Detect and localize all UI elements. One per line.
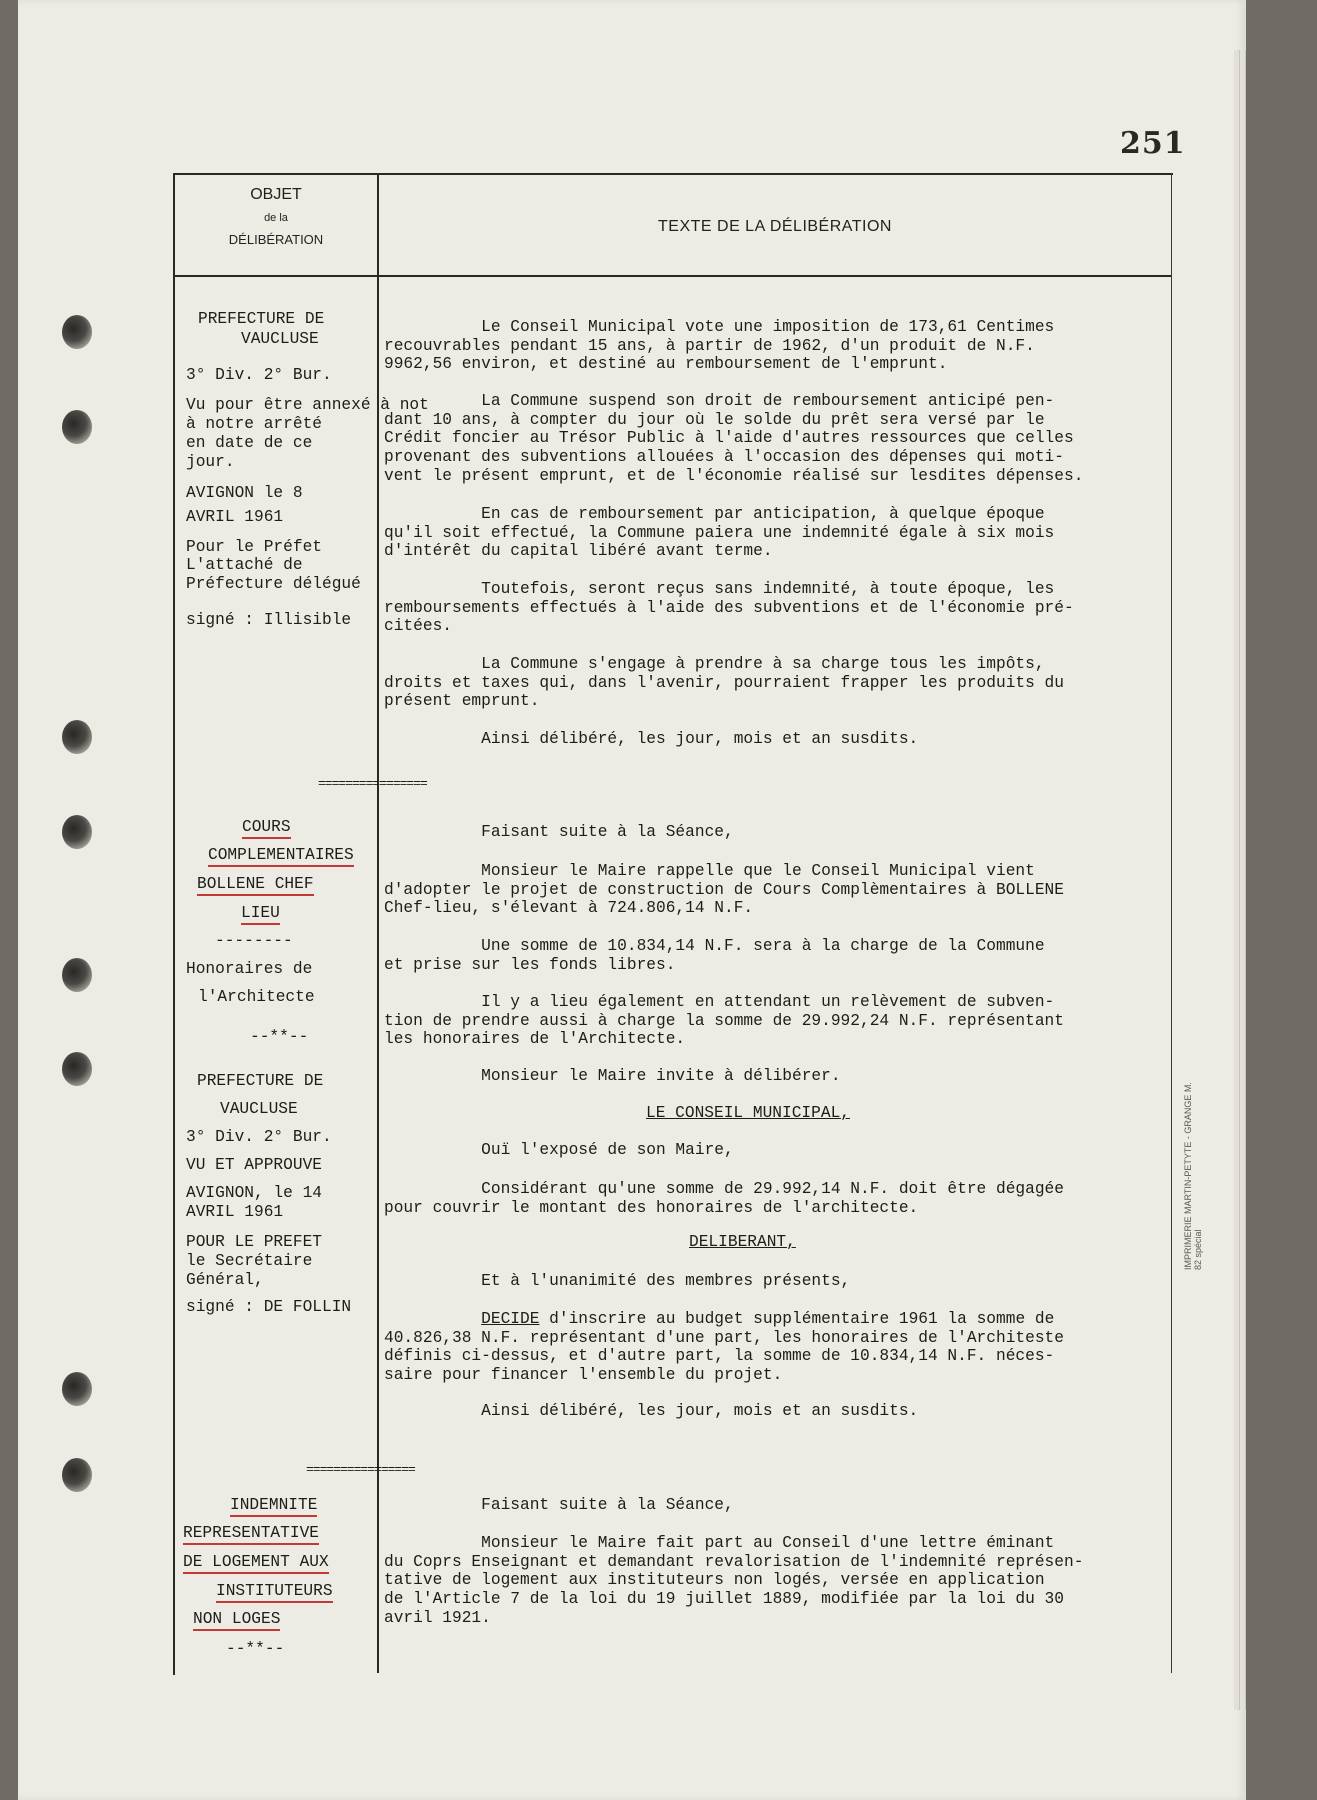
paragraph: En cas de remboursement par anticipation, à quelque époque qu'il soit effectué, la Commune paiera une indemnité égale à six mois d'intérêt du capital libéré avant terme.: [384, 505, 1055, 561]
left-text: [183, 1524, 319, 1543]
left-text: jour.: [186, 453, 235, 471]
binder-hole: [62, 815, 92, 849]
left-text: le Secrétaire: [186, 1252, 313, 1270]
paragraph: La Commune s'engage à prendre à sa charge tous les impôts, droits et taxes qui, dans l'avenir, pourraient frapper les produits du présent emprunt.: [384, 655, 1064, 711]
paragraph: Toutefois, seront reçus sans indemnité, à toute époque, les remboursements effectués à l'aide des subventions et de l'économie pré- citées.: [384, 580, 1074, 636]
left-title: COURS: [242, 818, 291, 839]
binder-hole: [62, 958, 92, 992]
paragraph: Une somme de 10.834,14 N.F. sera à la charge de la Commune et prise sur les fonds libres.: [384, 937, 1045, 974]
paragraph: Ouï l'exposé de son Maire,: [384, 1141, 734, 1159]
left-text: [242, 818, 291, 837]
left-text: [216, 1582, 333, 1601]
left-text: [241, 904, 280, 923]
left-text: 3° Div. 2° Bur.: [186, 1128, 332, 1146]
decide-word: DECIDE: [481, 1310, 540, 1328]
left-text: AVIGNON le 8: [186, 484, 303, 502]
left-text: --**--: [226, 1640, 285, 1658]
left-text: signé : DE FOLLIN: [186, 1298, 352, 1316]
left-text: --------: [215, 932, 293, 950]
paragraph: Ainsi délibéré, les jour, mois et an susdits.: [384, 1402, 919, 1420]
left-text: [208, 846, 354, 865]
left-text: AVRIL 1961: [186, 1203, 284, 1221]
binder-hole: [62, 720, 92, 754]
left-text: Pour le Préfet: [186, 538, 322, 556]
left-title: BOLLENE CHEF: [197, 875, 314, 896]
left-text: VAUCLUSE: [220, 1100, 298, 1118]
left-text: AVRIL 1961: [186, 508, 284, 526]
left-text: Préfecture délégué: [186, 575, 361, 593]
left-title: DE LOGEMENT AUX: [183, 1553, 329, 1574]
left-text: --**--: [250, 1028, 309, 1046]
left-title: INSTITUTEURS: [216, 1582, 333, 1603]
paragraph: Et à l'unanimité des membres présents,: [384, 1272, 851, 1290]
left-text: Général,: [186, 1271, 264, 1289]
left-text: [197, 875, 314, 894]
paragraph: Faisant suite à la Séance,: [384, 823, 734, 841]
left-text: l'Architecte: [198, 988, 315, 1006]
paragraph: Ainsi délibéré, les jour, mois et an susdits.: [384, 730, 919, 748]
left-text: à notre arrêté: [186, 415, 322, 433]
heading-deliberant: DELIBERANT,: [689, 1233, 796, 1251]
paragraph-rest: d'inscrire au budget supplémentaire 1961 la somme de 40.826,38 N.F. représentant d'une part, les honoraires de l'Architeste définis ci-dessus, et d'autre part, la somme de 10.834,14 N.F. néces- saire pour financer l'ensemble du projet.: [384, 1310, 1064, 1385]
left-title: INDEMNITE: [230, 1496, 317, 1517]
header-objet: [175, 186, 377, 247]
paragraph: Le Conseil Municipal vote une imposition de 173,61 Centimes recouvrables pendant 15 ans, à partir de 1962, d'un produit de N.F. 9962,56 environ, et destiné au remboursement de l'emprunt.: [384, 318, 1055, 374]
left-text: VU ET APPROUVE: [186, 1156, 322, 1174]
left-text: L'attaché de: [186, 556, 303, 574]
header-divider: [175, 275, 1171, 277]
paragraph: Il y a lieu également en attendant un relèvement de subven- tion de prendre aussi à charge la somme de 29.992,24 N.F. représentant les honoraires de l'Architecte.: [384, 993, 1064, 1049]
printer-note: IMPRIMERIE MARTIN-PETYTE - GRANGE M. 82 spécial: [1183, 1082, 1203, 1270]
header-objet-line: de la: [264, 212, 288, 224]
binder-hole: [62, 1052, 92, 1086]
paragraph: Monsieur le Maire invite à délibérer.: [384, 1067, 841, 1085]
left-title: REPRESENTATIVE: [183, 1524, 319, 1545]
binder-hole: [62, 1458, 92, 1492]
page-number: 251: [1120, 126, 1186, 161]
left-text: POUR LE PREFET: [186, 1233, 322, 1251]
left-text: [230, 1496, 317, 1515]
separator: ================: [306, 1462, 415, 1477]
left-text: VAUCLUSE: [241, 330, 319, 348]
paragraph: Monsieur le Maire rappelle que le Conseil Municipal vient d'adopter le projet de construction de Cours Complèmentaires à BOLLENE Chef-lieu, s'élevant à 724.806,14 N.F.: [384, 862, 1064, 918]
left-text: PREFECTURE DE: [198, 310, 325, 328]
heading-conseil: LE CONSEIL MUNICIPAL,: [646, 1104, 850, 1122]
left-text: en date de ce: [186, 434, 313, 452]
binder-hole: [62, 1372, 92, 1406]
left-text: [193, 1610, 280, 1629]
header-objet-line: OBJET: [250, 186, 302, 203]
left-text: [183, 1553, 329, 1572]
paragraph-decide: [384, 1310, 1064, 1385]
page-edge: [1240, 50, 1246, 1710]
left-title: NON LOGES: [193, 1610, 280, 1631]
paragraph: Faisant suite à la Séance,: [384, 1496, 734, 1514]
binder-hole: [62, 315, 92, 349]
left-text: Honoraires de: [186, 960, 313, 978]
left-text: 3° Div. 2° Bur.: [186, 366, 332, 384]
header-texte: TEXTE DE LA DÉLIBÉRATION: [658, 218, 892, 235]
right-border: [1171, 173, 1172, 1673]
paragraph: Monsieur le Maire fait part au Conseil d'une lettre éminant du Coprs Enseignant et demandant revalorisation de l'indemnité représen- tative de logement aux instituteurs non logés, versée en application de l'Article 7 de la loi du 19 juillet 1889, modifiée par la loi du 30 avril 1921.: [384, 1534, 1084, 1627]
header-objet-line: DÉLIBÉRATION: [228, 232, 324, 247]
binder-hole: [62, 410, 92, 444]
separator: ================: [318, 776, 427, 791]
paragraph: Considérant qu'une somme de 29.992,14 N.F. doit être dégagée pour couvrir le montant des honoraires de l'architecte.: [384, 1180, 1064, 1217]
left-text: PREFECTURE DE: [197, 1072, 324, 1090]
left-text: AVIGNON, le 14: [186, 1184, 322, 1202]
left-text: signé : Illisible: [186, 611, 352, 629]
left-title: COMPLEMENTAIRES: [208, 846, 354, 867]
left-title: LIEU: [241, 904, 280, 925]
indent: [384, 1310, 481, 1328]
paragraph: La Commune suspend son droit de remboursement anticipé pen- dant 10 ans, à compter du jour où le solde du prêt sera versé par le Crédit foncier au Trésor Public à l'aide d'autres ressources que celles provenant des subventions allouées à l'occasion des dépenses qui moti- vent le présent emprunt, et de l'économie réalisé sur lesdites dépenses.: [384, 392, 1084, 485]
left-text: Vu pour être annexé à not: [186, 396, 429, 414]
